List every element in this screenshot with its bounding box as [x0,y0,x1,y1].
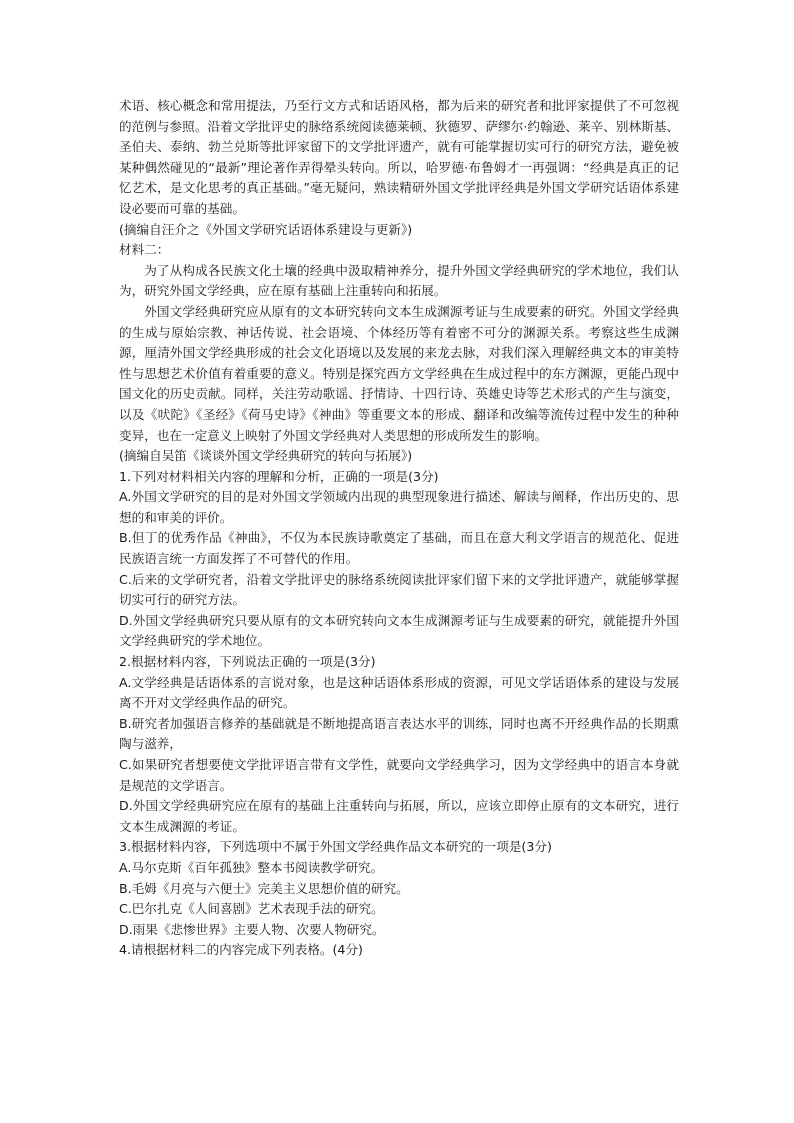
question-1-option-d: D.外国文学经典研究只要从原有的文本研究转向文本生成渊源考证与生成要素的研究，就能提升外国文学经典研究的学术地位。 [119,612,679,649]
question-1-option-b: B.但丁的优秀作品《神曲》，不仅为本民族诗歌奠定了基础，而且在意大利文学语言的规范化、促进民族语言统一方面发挥了不可替代的作用。 [119,530,679,567]
material-two-paragraph-2: 外国文学经典研究应从原有的文本研究转向文本生成渊源考证与生成要素的研究。外国文学经典的生成与原始宗教、神话传说、社会语境、个体经历等有着密不可分的渊源关系。考察这些生成渊源，厘清外国文学经典形成的社会文化语境以及发展的来龙去脉，对我们深入理解经典文本的审美特性与思想艺术价值有着重要的意义。特别是探究西方文学经典在生成过程中的东方渊源，更能凸现中国文化的历史贡献。同样，关注劳动歌谣、抒情诗、十四行诗、英雄史诗等艺术形式的产生与演变，以及《吠陀》《圣经》《荷马史诗》《神曲》等重要文本的形成、翻译和改编等流传过程中发生的种种变异，也在一定意义上映射了外国文学经典对人类思想的形成所发生的影响。 [119,303,679,443]
question-2-option-c: C.如果研究者想要使文学批评语言带有文学性，就要向文学经典学习，因为文学经典中的语言本身就是规范的文学语言。 [119,757,679,793]
question-2-option-b: B.研究者加强语言修养的基础就是不断地提高语言表达水平的训练，同时也离不开经典作品的长期熏陶与滋养， [119,715,679,752]
document-page [119,96,679,961]
material-two-paragraph-1: 为了从构成各民族文化土壤的经典中汲取精神养分，提升外国文学经典研究的学术地位，我们认为，研究外国文学经典，应在原有基础上注重转向和拓展。 [119,262,679,299]
question-1-stem: 1.下列对材料相关内容的理解和分析，正确的一项是(3分) [119,468,439,484]
question-3-option-d: D.雨果《悲惨世界》主要人物、次要人物研究。 [119,921,385,937]
question-3-option-c: C.巴尔扎克《人间喜剧》艺术表现手法的研究。 [119,901,384,917]
material-two-title: 材料二： [119,242,170,258]
question-3-option-a: A.马尔克斯《百年孤独》整本书阅读教学研究。 [119,859,384,875]
source-one: (摘编自汪介之《外国文学研究话语体系建设与更新》) [119,221,413,237]
question-4-stem: 4.请根据材料二的内容完成下列表格。(4分) [119,942,363,958]
question-3-stem: 3.根据材料内容，下列选项中不属于外国文学经典作品文本研究的一项是(3分) [119,839,552,855]
question-3-option-b: B.毛姆《月亮与六便士》完美主义思想价值的研究。 [119,880,409,896]
question-2-option-d: D.外国文学经典研究应在原有的基础上注重转向与拓展，所以，应该立即停止原有的文本研究，进行文本生成渊源的考证。 [119,798,679,834]
question-1-option-a: A.外国文学研究的目的是对外国文学领域内出现的典型现象进行描述、解读与阐释，作出历史的、思想的和审美的评价。 [119,489,679,525]
material-one-tail: 术语、核心概念和常用提法，乃至行文方式和话语风格，都为后来的研究者和批评家提供了不可忽视的范例与参照。沿着文学批评史的脉络系统阅读德莱顿、狄德罗、萨缪尔·约翰逊、莱辛、别林斯基、圣伯夫、泰纳、勃兰兑斯等批评家留下的文学批评遗产，就有可能掌握切实可行的研究方法，避免被某种偶然碰见的“最新”理论著作弄得晕头转向。所以，哈罗德·布鲁姆才一再强调：“经典是真正的记忆艺术，是文化思考的真正基础。”毫无疑问，熟读精研外国文学批评经典是外国文学研究话语体系建设必要而可靠的基础。 [119,98,679,216]
question-2-stem: 2.根据材料内容，下列说法正确的一项是(3分) [119,654,376,670]
question-2-option-a: A.文学经典是话语体系的言说对象，也是这种话语体系形成的资源，可见文学话语体系的建设与发展离不开对文学经典作品的研究。 [119,674,679,711]
source-two: (摘编自吴笛《谈谈外国文学经典研究的转向与拓展》) [119,448,413,464]
question-1-option-c: C.后来的文学研究者，沿着文学批评史的脉络系统阅读批评家们留下来的文学批评遗产，就能够掌握切实可行的研究方法。 [119,571,679,608]
